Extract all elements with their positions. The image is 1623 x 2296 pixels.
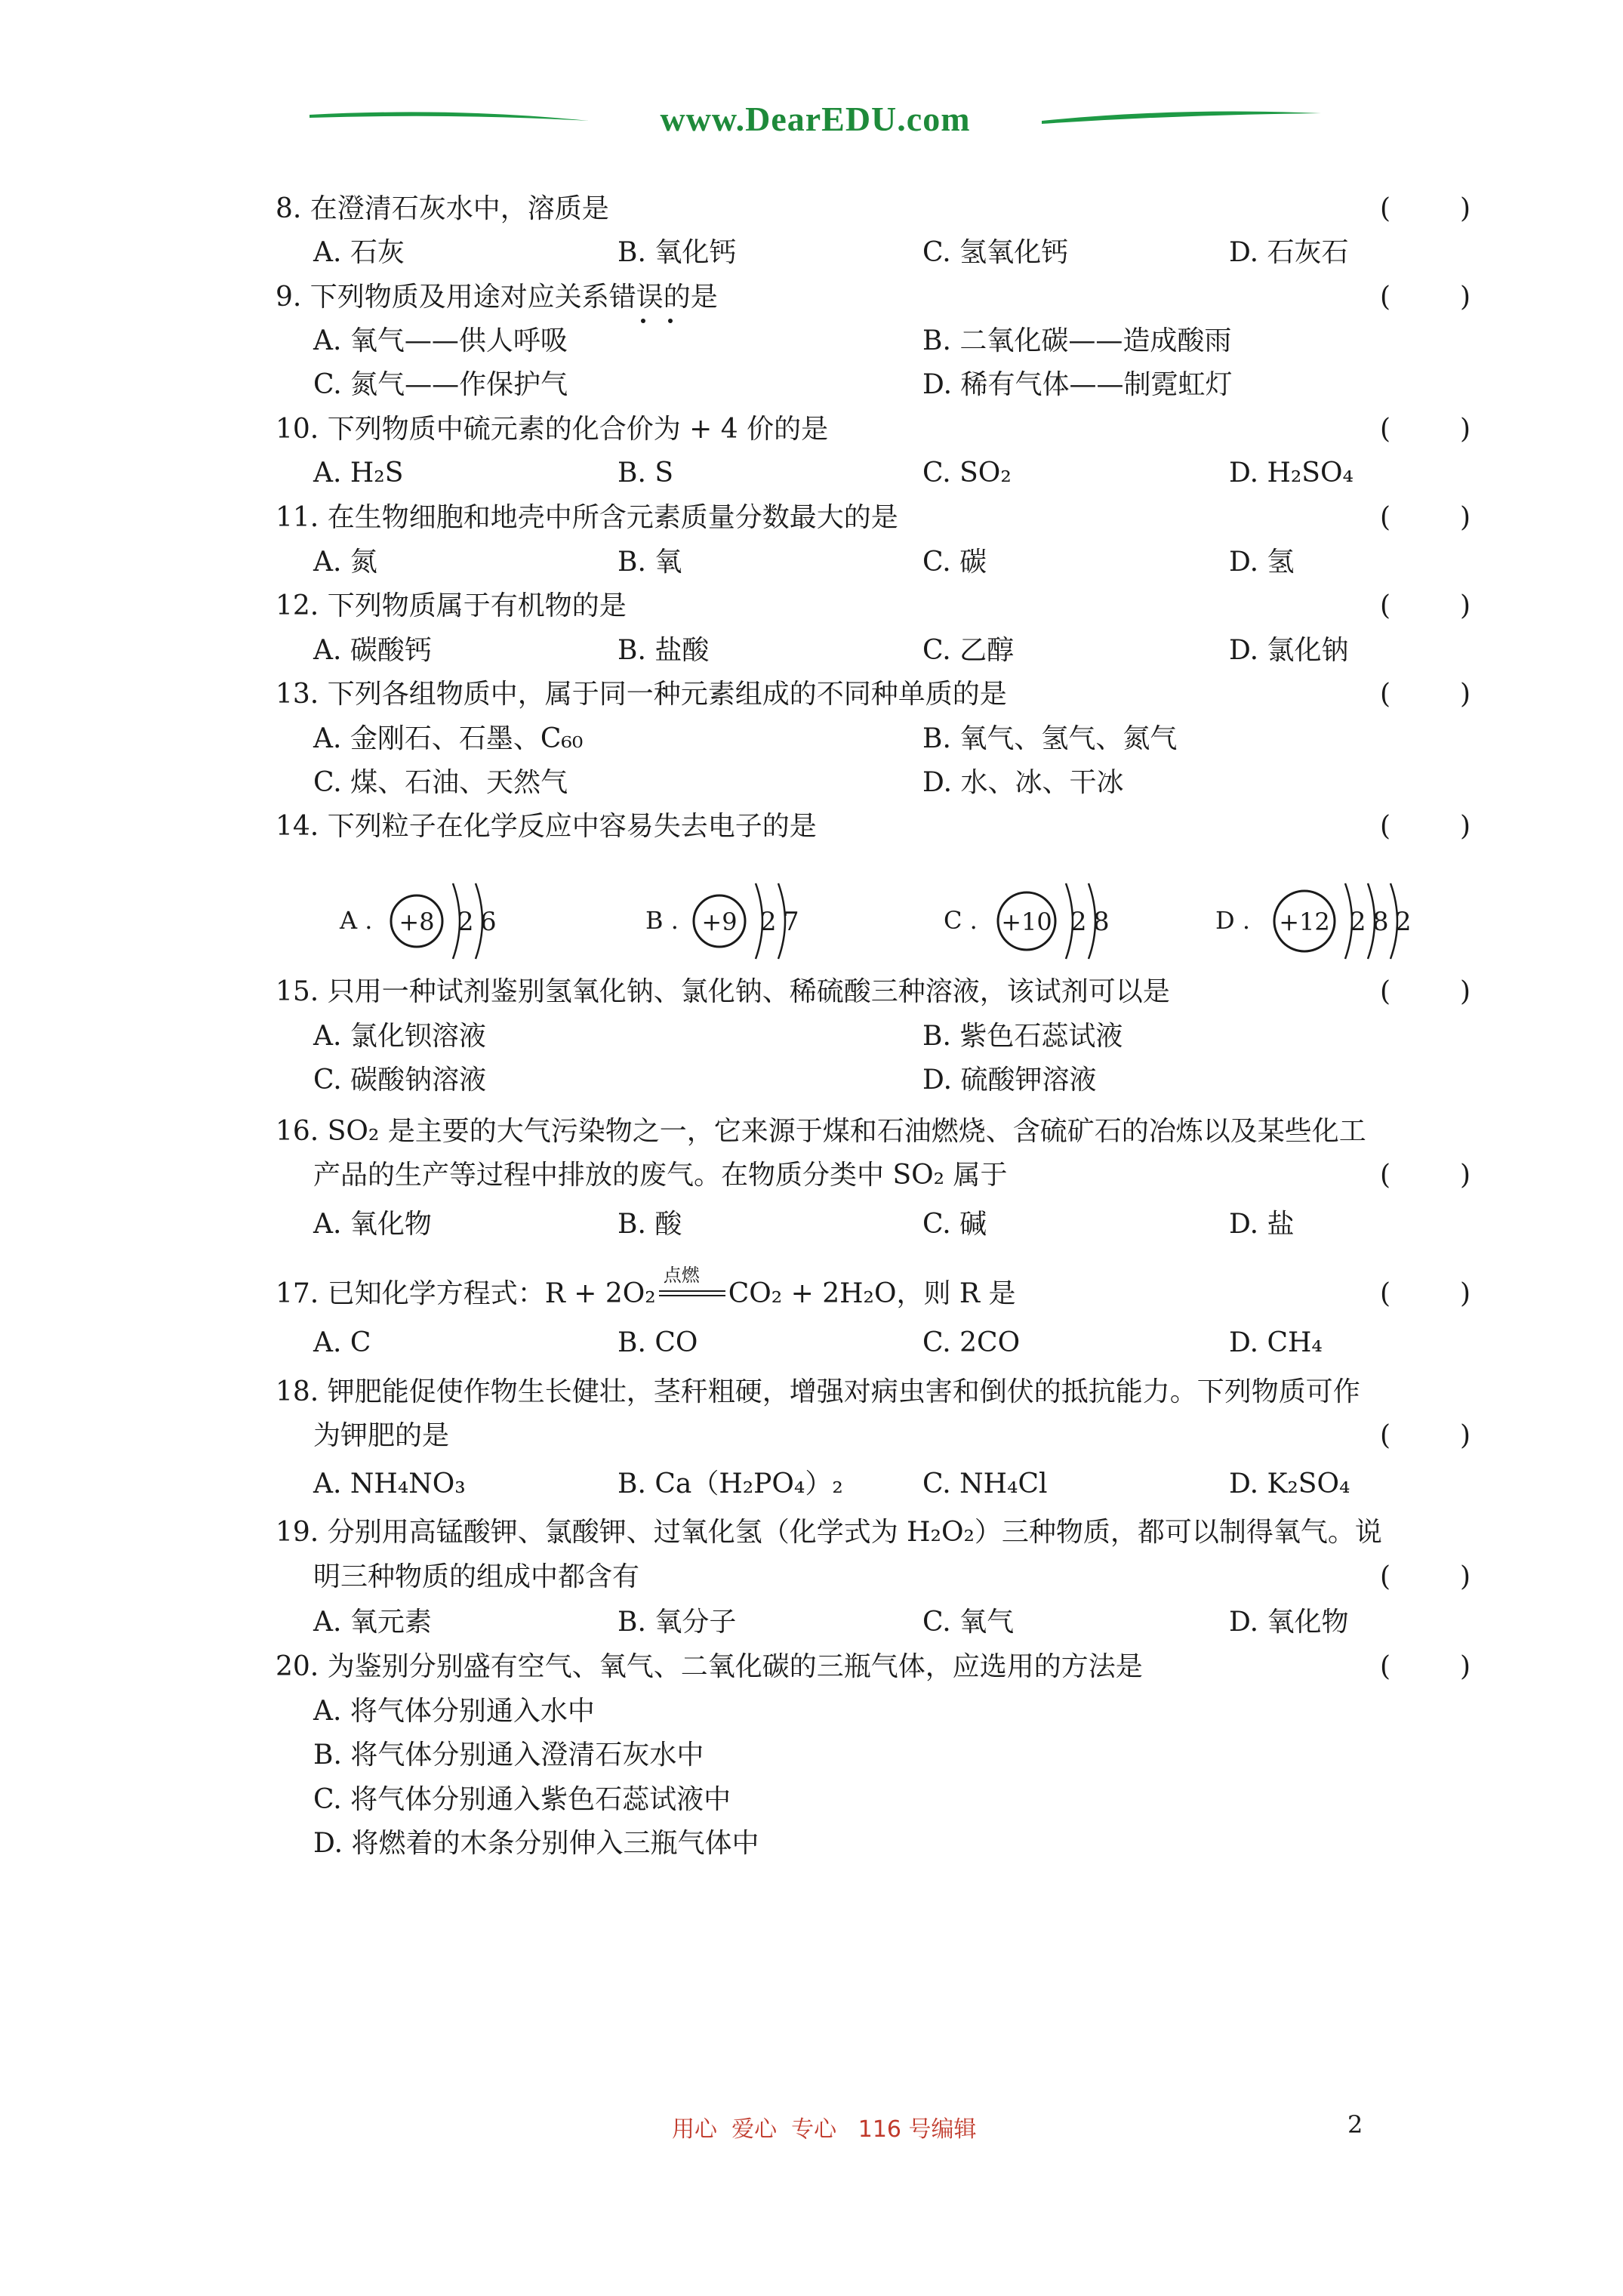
shell-electrons: 8 — [1372, 907, 1389, 937]
option-d: D. 氯化钠 — [1229, 635, 1349, 666]
option-d: D. 稀有气体——制霓虹灯 — [922, 369, 1233, 400]
option-d: D. 硫酸钾溶液 — [922, 1065, 1097, 1096]
answer-bracket: ( ) — [1380, 590, 1471, 621]
option-d: D. CH₄ — [1229, 1327, 1323, 1358]
shell-electrons: 2 — [457, 907, 474, 937]
option-d: D. H₂SO₄ — [1229, 458, 1354, 488]
answer-bracket: ( ) — [1380, 1160, 1471, 1191]
answer-bracket: ( ) — [1380, 1561, 1471, 1592]
emphasis-dot — [668, 319, 673, 323]
shell-electrons: 6 — [480, 907, 497, 937]
option-b: B. 紫色石蕊试液 — [922, 1021, 1123, 1052]
answer-bracket: ( ) — [1380, 1651, 1471, 1682]
answer-bracket: ( ) — [1380, 1420, 1471, 1451]
option-a: A. 石灰 — [313, 237, 405, 268]
atom-diagram-a — [332, 868, 544, 966]
option-a: A. H₂S — [313, 458, 404, 488]
option-c: C. 氮气——作保护气 — [313, 369, 568, 400]
reaction-condition: 点燃 — [656, 1284, 728, 1307]
nucleus-charge: +12 — [1279, 908, 1330, 936]
shell-electrons: 7 — [783, 907, 799, 937]
option-c: C. SO₂ — [922, 458, 1012, 488]
atom-label: C . — [944, 906, 978, 935]
answer-bracket: ( ) — [1380, 976, 1471, 1007]
option-c: C. 碱 — [922, 1209, 987, 1240]
question-9-stem: 9. 下列物质及用途对应关系错误的是 — [276, 282, 718, 313]
page-number: 2 — [1347, 2110, 1363, 2139]
answer-bracket: ( ) — [1380, 193, 1471, 224]
shell-electrons: 2 — [1070, 907, 1087, 937]
footer-text: 用心 爱心 专心 116 号编辑 — [672, 2116, 977, 2143]
option-c: C. 将气体分别通入紫色石蕊试液中 — [313, 1784, 731, 1815]
option-b: B. Ca（H₂PO₄）₂ — [617, 1469, 843, 1499]
option-d: D. 氧化物 — [1229, 1607, 1349, 1638]
question-18-stem-line2: 为钾肥的是 — [313, 1420, 450, 1451]
question-10-stem: 10. 下列物质中硫元素的化合价为 + 4 价的是 — [276, 414, 829, 445]
option-a: A. C — [313, 1327, 371, 1358]
option-b: B. 氧化钙 — [617, 237, 737, 268]
shell-electrons: 2 — [760, 907, 777, 937]
nucleus-charge: +9 — [701, 908, 738, 936]
site-title[interactable]: www.DearEDU.com — [660, 100, 971, 138]
option-a: A. 氧元素 — [313, 1607, 432, 1638]
shell-electrons: 2 — [1350, 907, 1366, 937]
nucleus-charge: +8 — [399, 908, 435, 936]
question-11-stem: 11. 在生物细胞和地壳中所含元素质量分数最大的是 — [276, 502, 898, 533]
atom-label: B . — [645, 906, 679, 935]
question-15-stem: 15. 只用一种试剂鉴别氢氧化钠、氯化钠、稀硫酸三种溶液，该试剂可以是 — [276, 976, 1170, 1007]
option-d: D. 盐 — [1229, 1209, 1295, 1240]
option-a: A. 碳酸钙 — [313, 635, 432, 666]
question-19-stem-line2: 明三种物质的组成中都含有 — [313, 1561, 640, 1592]
option-b: B. CO — [617, 1327, 698, 1358]
answer-bracket: ( ) — [1380, 811, 1471, 842]
shell-electrons: 2 — [1395, 907, 1412, 937]
option-a: A. 氧化物 — [313, 1209, 432, 1240]
option-c: C. 碳 — [922, 547, 987, 578]
option-c: C. 2CO — [922, 1327, 1021, 1358]
option-c: C. 氢氧化钙 — [922, 237, 1069, 268]
answer-bracket: ( ) — [1380, 414, 1471, 445]
option-c: C. NH₄Cl — [922, 1469, 1048, 1499]
answer-bracket: ( ) — [1380, 502, 1471, 533]
answer-bracket: ( ) — [1380, 282, 1471, 313]
nucleus-charge: +10 — [1001, 908, 1052, 936]
option-b: B. S — [617, 458, 674, 488]
atom-diagram-b — [638, 868, 849, 966]
emphasis-dot — [641, 319, 645, 323]
option-c: C. 煤、石油、天然气 — [313, 767, 568, 798]
option-c: C. 碳酸钠溶液 — [313, 1065, 487, 1096]
option-b: B. 二氧化碳——造成酸雨 — [922, 325, 1232, 356]
question-16-stem-line1: 16. SO₂ 是主要的大气污染物之一，它来源于煤和石油燃烧、含硫矿石的冶炼以及某些化工 — [276, 1116, 1366, 1147]
option-c: C. 乙醇 — [922, 635, 1015, 666]
option-d: D. K₂SO₄ — [1229, 1469, 1350, 1499]
question-18-stem-line1: 18. 钾肥能促使作物生长健壮，茎秆粗硬，增强对病虫害和倒伏的抵抗能力。下列物质可作 — [276, 1376, 1360, 1407]
answer-bracket: ( ) — [1380, 679, 1471, 710]
atom-diagram-d — [1208, 868, 1457, 966]
option-a: A. NH₄NO₃ — [313, 1469, 466, 1499]
question-13-stem: 13. 下列各组物质中，属于同一种元素组成的不同种单质的是 — [276, 679, 1007, 710]
option-d: D. 石灰石 — [1229, 237, 1349, 268]
atom-diagram-c — [936, 868, 1163, 966]
atom-label: D . — [1215, 906, 1250, 935]
question-14-stem: 14. 下列粒子在化学反应中容易失去电子的是 — [276, 811, 817, 842]
question-17-stem: 17. 已知化学方程式：R + 2O₂ 点燃 CO₂ + 2H₂O，则 R 是 — [276, 1265, 1016, 1309]
option-a: A. 氮 — [313, 547, 377, 578]
answer-bracket: ( ) — [1380, 1278, 1471, 1309]
option-b: B. 酸 — [617, 1209, 682, 1240]
option-b: B. 氧 — [617, 547, 682, 578]
option-a: A. 金刚石、石墨、C₆₀ — [313, 723, 584, 754]
question-8-stem: 8. 在澄清石灰水中，溶质是 — [276, 193, 609, 224]
option-d: D. 将燃着的木条分别伸入三瓶气体中 — [313, 1828, 759, 1859]
question-20-stem: 20. 为鉴别分别盛有空气、氧气、二氧化碳的三瓶气体，应选用的方法是 — [276, 1651, 1143, 1682]
option-c: C. 氧气 — [922, 1607, 1015, 1638]
question-12-stem: 12. 下列物质属于有机物的是 — [276, 590, 627, 621]
option-a: A. 氧气——供人呼吸 — [313, 325, 568, 356]
site-header — [302, 98, 1329, 143]
option-a: A. 氯化钡溶液 — [313, 1021, 486, 1052]
question-16-stem-line2: 产品的生产等过程中排放的废气。在物质分类中 SO₂ 属于 — [313, 1160, 1008, 1191]
option-b: B. 氧气、氢气、氮气 — [922, 723, 1178, 754]
shell-electrons: 8 — [1093, 907, 1110, 937]
atom-label: A . — [340, 906, 373, 935]
option-b: B. 氧分子 — [617, 1607, 737, 1638]
option-b: B. 将气体分别通入澄清石灰水中 — [313, 1740, 704, 1771]
option-b: B. 盐酸 — [617, 635, 710, 666]
option-d: D. 氢 — [1229, 547, 1295, 578]
option-d: D. 水、冰、干冰 — [922, 767, 1124, 798]
question-19-stem-line1: 19. 分别用高锰酸钾、氯酸钾、过氧化氢（化学式为 H₂O₂）三种物质，都可以制得氧气。说 — [276, 1517, 1382, 1548]
option-a: A. 将气体分别通入水中 — [313, 1696, 595, 1727]
